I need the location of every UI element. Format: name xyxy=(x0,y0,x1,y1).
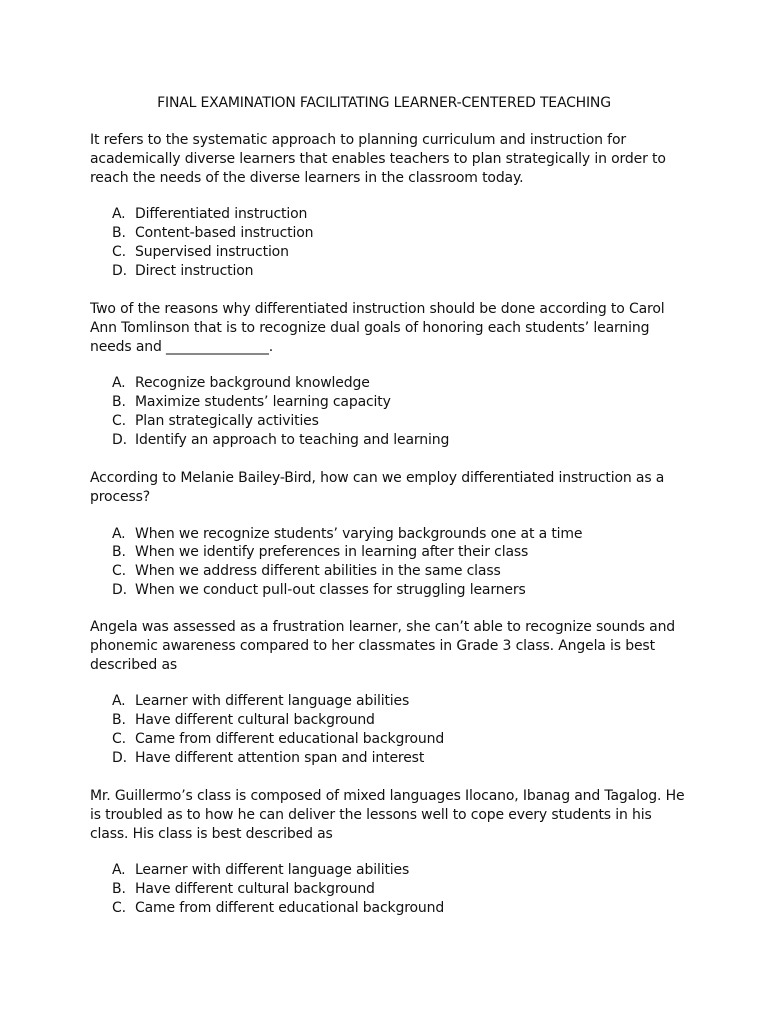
option-item xyxy=(90,374,690,393)
option-letter: A. xyxy=(112,206,126,223)
question-3 xyxy=(90,469,690,600)
question-4 xyxy=(90,618,690,768)
option-text: When we recognize students’ varying backgrounds one at a time xyxy=(135,525,583,542)
option-letter: B. xyxy=(112,881,126,898)
option-text: Recognize background knowledge xyxy=(135,375,370,392)
option-item xyxy=(90,562,690,581)
option-item xyxy=(90,205,690,224)
question-2 xyxy=(90,300,690,450)
option-item xyxy=(90,730,690,749)
option-letter: D. xyxy=(112,262,127,279)
option-item xyxy=(90,581,690,600)
option-text: Learner with different language abilities xyxy=(135,862,410,879)
option-list xyxy=(90,205,690,280)
option-item xyxy=(90,692,690,711)
option-item xyxy=(90,899,690,918)
option-item xyxy=(90,243,690,262)
question-5 xyxy=(90,787,690,918)
option-letter: C. xyxy=(112,412,126,429)
option-letter: D. xyxy=(112,581,127,598)
option-item xyxy=(90,861,690,880)
option-letter: C. xyxy=(112,730,126,747)
option-list xyxy=(90,692,690,767)
option-letter: D. xyxy=(112,431,127,448)
option-item xyxy=(90,412,690,431)
exam-title: FINAL EXAMINATION FACILITATING LEARNER-CENTERED TEACHING xyxy=(157,95,611,111)
option-item xyxy=(90,543,690,562)
option-text: Came from different educational background xyxy=(135,899,445,916)
question-1 xyxy=(90,131,690,281)
option-text: Have different attention span and interest xyxy=(135,749,425,766)
option-item xyxy=(90,880,690,899)
option-letter: B. xyxy=(112,394,126,411)
option-item xyxy=(90,393,690,412)
option-letter: C. xyxy=(112,243,126,260)
option-letter: B. xyxy=(112,712,126,729)
option-list xyxy=(90,374,690,449)
option-text: Plan strategically activities xyxy=(135,412,319,429)
question-stem: Angela was assessed as a frustration learner, she can’t able to recognize sounds and phonemic awareness compared to her classmates in Grade 3 class. Angela is best described as xyxy=(90,619,676,673)
option-letter: B. xyxy=(112,225,126,242)
option-text: When we conduct pull-out classes for struggling learners xyxy=(135,581,526,598)
option-item xyxy=(90,431,690,450)
question-stem: According to Melanie Bailey-Bird, how can we employ differentiated instruction as a process? xyxy=(90,470,665,505)
question-stem: Two of the reasons why differentiated instruction should be done according to Carol Ann Tomlinson that is to recognize dual goals of honoring each students’ learning needs and _______________. xyxy=(90,301,665,355)
option-text: Have different cultural background xyxy=(135,881,375,898)
option-letter: A. xyxy=(112,375,126,392)
option-text: Supervised instruction xyxy=(135,243,289,260)
option-letter: B. xyxy=(112,544,126,561)
option-item xyxy=(90,525,690,544)
option-letter: D. xyxy=(112,749,127,766)
option-text: Have different cultural background xyxy=(135,712,375,729)
option-letter: A. xyxy=(112,693,126,710)
option-text: When we address different abilities in the same class xyxy=(135,563,501,580)
option-text: Direct instruction xyxy=(135,262,254,279)
option-text: Content-based instruction xyxy=(135,225,314,242)
option-text: When we identify preferences in learning after their class xyxy=(135,544,529,561)
option-list xyxy=(90,525,690,600)
option-item xyxy=(90,749,690,768)
option-letter: A. xyxy=(112,862,126,879)
option-text: Learner with different language abilities xyxy=(135,693,410,710)
option-text: Maximize students’ learning capacity xyxy=(135,394,391,411)
option-list xyxy=(90,861,690,917)
question-stem: It refers to the systematic approach to planning curriculum and instruction for academically diverse learners that enables teachers to plan strategically in order to reach the needs of the diverse learners in the classroom today. xyxy=(90,132,666,186)
option-letter: C. xyxy=(112,563,126,580)
option-letter: A. xyxy=(112,525,126,542)
option-letter: C. xyxy=(112,899,126,916)
question-stem: Mr. Guillermo’s class is composed of mixed languages Ilocano, Ibanag and Tagalog. He is troubled as to how he can deliver the lessons well to cope every students in his class. His class is best described as xyxy=(90,788,685,842)
option-item xyxy=(90,711,690,730)
option-item xyxy=(90,224,690,243)
option-item xyxy=(90,262,690,281)
option-text: Came from different educational background xyxy=(135,730,445,747)
option-text: Differentiated instruction xyxy=(135,206,308,223)
option-text: Identify an approach to teaching and learning xyxy=(135,431,450,448)
